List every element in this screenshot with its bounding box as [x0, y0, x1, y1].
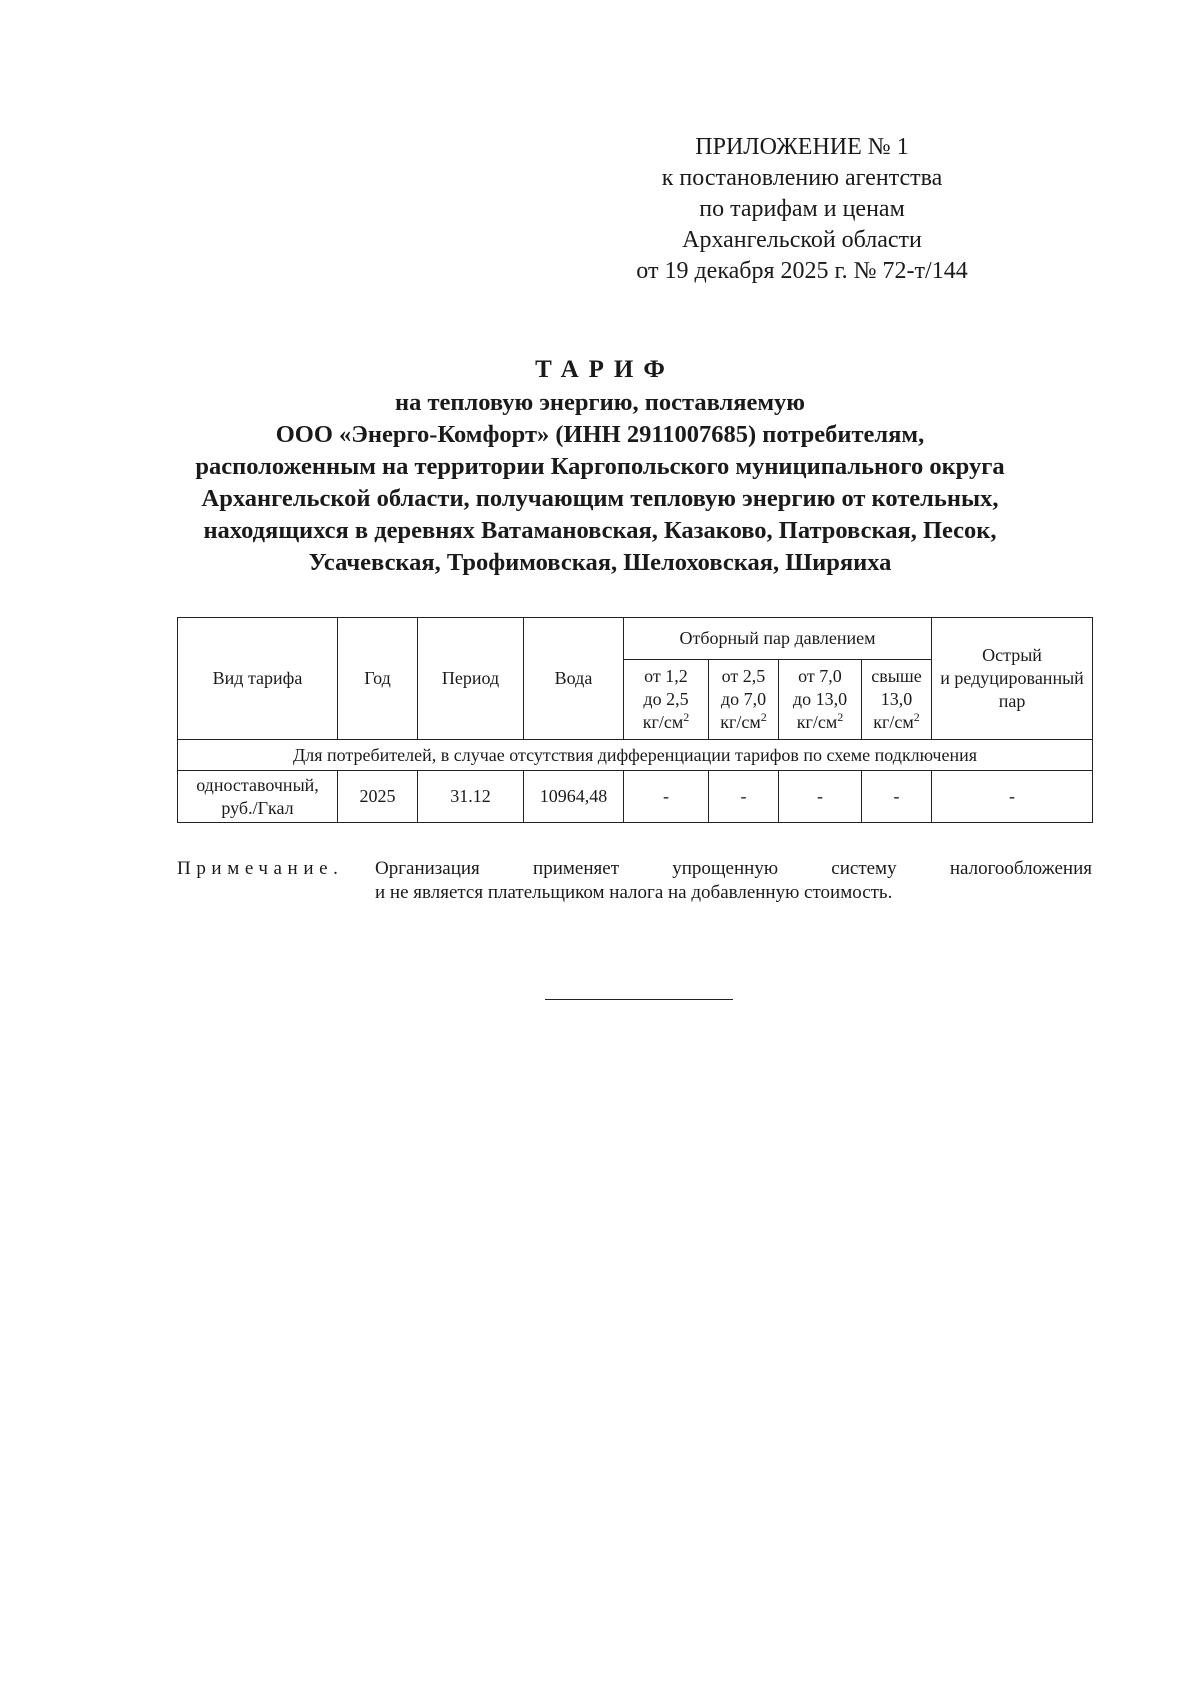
cell-tariff-type	[178, 771, 338, 823]
title-line: Архангельской области, получающим тепловую энергию от котельных,	[201, 485, 999, 512]
pressure-from: свыше	[871, 666, 922, 686]
pressure-to: до 2,5	[643, 689, 689, 709]
header-water: Вода	[524, 618, 624, 740]
pressure-unit	[626, 711, 706, 734]
cell-pressure-1: -	[624, 771, 709, 823]
document-title	[140, 353, 1060, 579]
cell-water: 10964,48	[524, 771, 624, 823]
header-pressure-2	[709, 660, 779, 740]
note-text	[375, 857, 1092, 905]
closing-rule	[545, 999, 733, 1000]
pressure-unit	[864, 711, 929, 734]
note-line: Организация применяет упрощенную систему налогообложения	[375, 858, 1092, 879]
cell-pressure-3: -	[779, 771, 862, 823]
title-main: ТАРИФ	[535, 356, 675, 383]
pressure-to: 13,0	[880, 689, 913, 709]
unit-superscript: 2	[837, 710, 844, 724]
header-sharp-line: пар	[998, 691, 1026, 711]
section-row: Для потребителей, в случае отсутствия дифференциации тарифов по схеме подключения	[178, 740, 1093, 771]
unit-text: кг/см	[796, 712, 838, 732]
unit-superscript: 2	[683, 710, 690, 724]
pressure-from: от 1,2	[644, 666, 688, 686]
title-line: ООО «Энерго-Комфорт» (ИНН 2911007685) потребителям,	[275, 421, 925, 448]
cell-period: 31.12	[418, 771, 524, 823]
cell-sharp-steam: -	[932, 771, 1093, 823]
appendix-title: ПРИЛОЖЕНИЕ № 1	[695, 134, 909, 160]
tariff-table	[177, 617, 1093, 823]
unit-superscript: 2	[760, 710, 767, 724]
title-line: находящихся в деревнях Ватамановская, Казаково, Патровская, Песок,	[203, 517, 997, 544]
header-sharp-line: и редуцированный	[940, 668, 1084, 688]
header-year: Год	[338, 618, 418, 740]
header-pressure-1	[624, 660, 709, 740]
header-pressure-4	[862, 660, 932, 740]
appendix-line: Архангельской области	[682, 227, 922, 253]
unit-text: кг/см	[720, 712, 761, 732]
cell-pressure-4: -	[862, 771, 932, 823]
pressure-from: от 7,0	[798, 666, 842, 686]
pressure-unit	[781, 711, 859, 734]
tariff-type-line: одноставочный,	[196, 774, 319, 795]
appendix-line: по тарифам и ценам	[699, 196, 905, 222]
unit-text: кг/см	[642, 712, 684, 732]
title-line: расположенным на территории Каргопольского муниципального округа	[195, 453, 1005, 480]
pressure-to: до 13,0	[792, 689, 848, 709]
note-label: Примечание.	[177, 858, 344, 879]
header-sharp-steam	[932, 618, 1093, 740]
title-line: Усачевская, Трофимовская, Шелоховская, Ширяиха	[308, 549, 892, 576]
header-tariff-type: Вид тарифа	[178, 618, 338, 740]
header-sharp-line: Острый	[982, 645, 1042, 665]
title-line: на тепловую энергию, поставляемую	[394, 389, 806, 416]
cell-pressure-2: -	[709, 771, 779, 823]
header-period: Период	[418, 618, 524, 740]
unit-text: кг/см	[873, 712, 914, 732]
header-pressure-3	[779, 660, 862, 740]
pressure-unit	[711, 711, 776, 734]
note-line: и не является плательщиком налога на добавленную стоимость.	[375, 882, 893, 903]
header-steam-group: Отборный пар давлением	[624, 618, 932, 660]
table-row	[178, 771, 1093, 823]
unit-superscript: 2	[913, 710, 920, 724]
cell-year: 2025	[338, 771, 418, 823]
appendix-line: к постановлению агентства	[661, 165, 943, 191]
pressure-from: от 2,5	[721, 666, 766, 686]
tariff-unit-line: руб./Гкал	[221, 797, 294, 818]
appendix-date-number: от 19 декабря 2025 г. № 72-т/144	[636, 258, 968, 284]
pressure-to: до 7,0	[720, 689, 767, 709]
appendix-header	[612, 132, 992, 287]
